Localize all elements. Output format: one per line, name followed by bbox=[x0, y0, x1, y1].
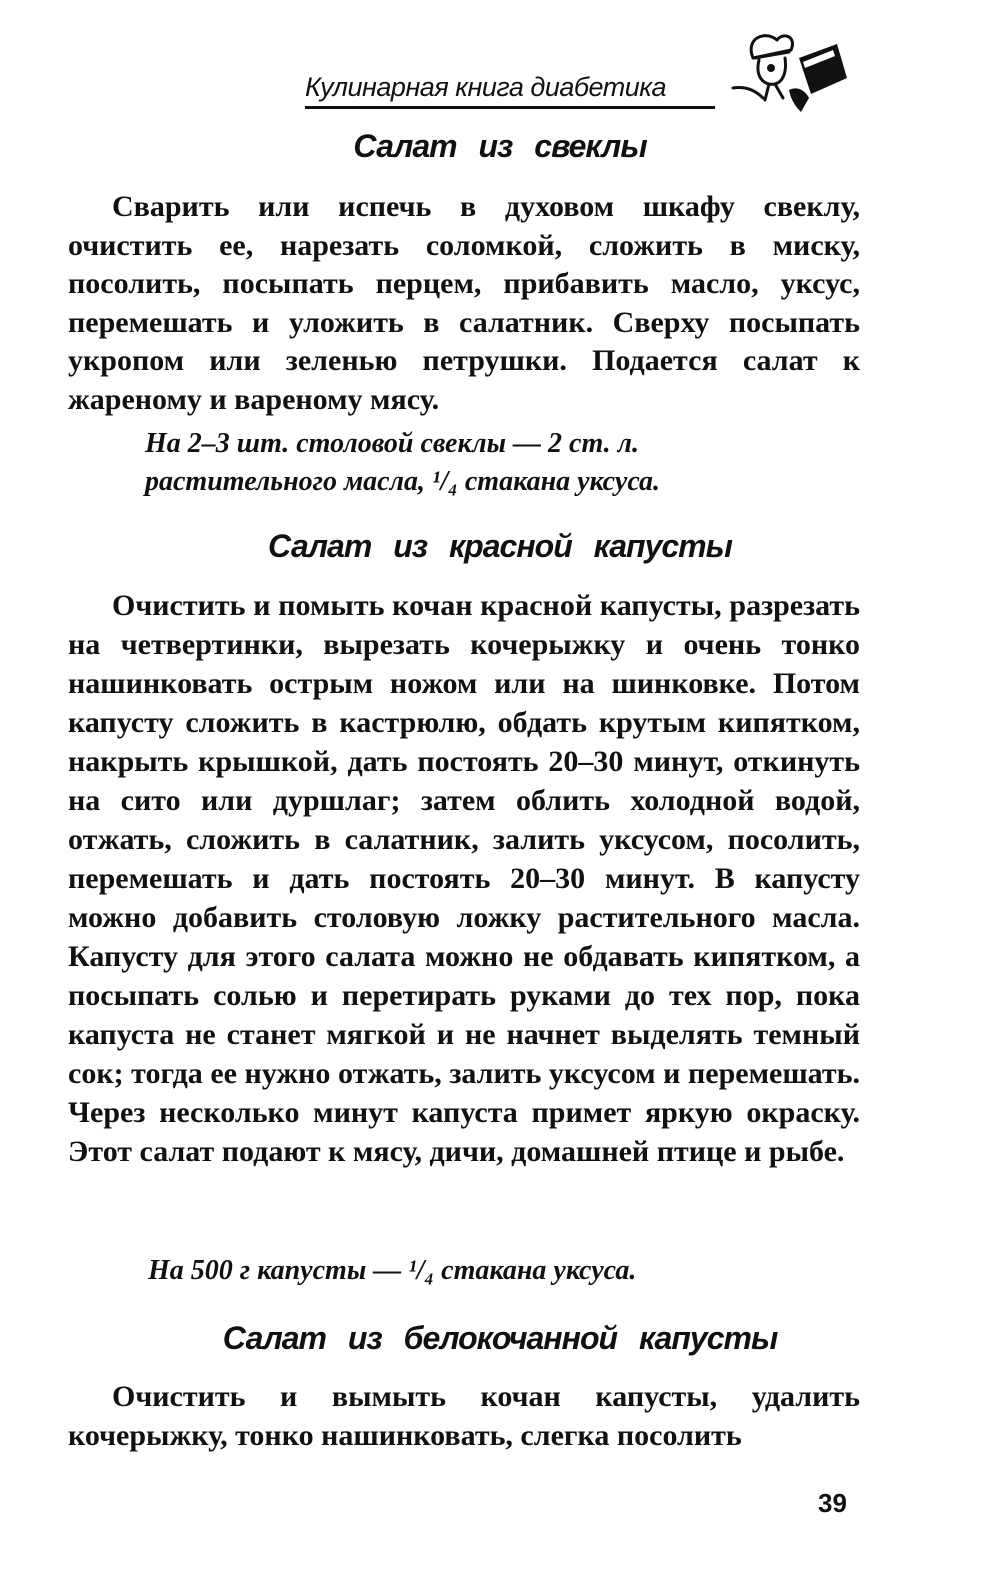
section-1-note-line-2: растительного масла, ¹/₄ стакана уксуса. bbox=[145, 466, 661, 497]
section-3-title: Салат из белокочанной капусты bbox=[222, 1320, 778, 1356]
section-3-body: Очистить и вымыть кочан капусты, удалить кочерыжку, тонко нашинковать, слегка посолить bbox=[68, 1380, 860, 1452]
page-number: 39 bbox=[818, 1488, 847, 1518]
section-1-note-line-1: На 2–3 шт. столовой свеклы — 2 ст. л. bbox=[145, 428, 639, 459]
running-title: Кулинарная книга диабетика bbox=[305, 72, 715, 109]
section-2-note: На 500 г капусты — ¹/₄ стакана уксуса. bbox=[148, 1255, 637, 1286]
section-2-title: Салат из красной капусты bbox=[268, 528, 732, 564]
chef-with-book-icon bbox=[725, 28, 855, 118]
section-1-title: Салат из свеклы bbox=[353, 128, 647, 164]
section-2-body: Очистить и помыть кочан красной капусты, разрезать на четвертинки, вырезать кочерыжку и очень тонко нашинковать острым ножом или на шинковке. Потом капусту сложить в кастрюлю, обдать крутым кипятком, накрыть крышкой, дать постоять 20–30 минут, откинуть на сито или дуршлаг; затем облить холодной водой, отжать, сложить в салатник, залить уксусом, посолить, перемешать и дать постоять 20–30 минут. В капусту можно добавить столовую ложку растительного масла. Капусту для этого салата можно не обдавать кипятком, а посыпать солью и перетирать руками до тех пор, пока капуста не станет мягкой и не начнет выделять темный сок; тогда ее нужно отжать, залить уксусом и перемешать. Через несколько минут капуста примет яркую окраску. Этот салат подают к мясу, дичи, домашней птице и рыбе. bbox=[68, 589, 860, 1168]
section-1-body: Сварить или испечь в духовом шкафу свеклу, очистить ее, нарезать соломкой, сложить в миску, посолить, посыпать перцем, прибавить масло, уксус, перемешать и уложить в салатник. Сверху посыпать укропом или зеленью петрушки. Подается салат к жареному и вареному мясу. bbox=[68, 190, 860, 416]
